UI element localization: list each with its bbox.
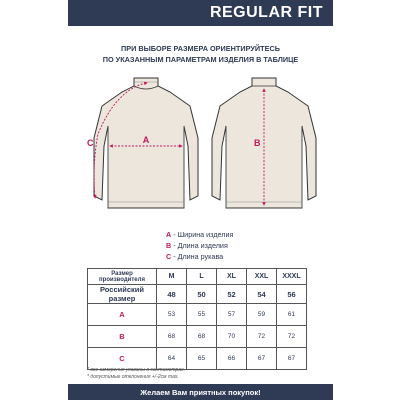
side-mark-c: C	[87, 138, 94, 148]
size-cell: M	[157, 269, 187, 285]
size-table	[87, 268, 307, 370]
value-cell: 55	[187, 304, 217, 326]
value-cell: 68	[157, 326, 187, 348]
value-cell: 57	[217, 304, 247, 326]
value-cell: 70	[217, 326, 247, 348]
size-cell: L	[187, 269, 217, 285]
table-row	[88, 326, 307, 348]
value-cell: 59	[247, 304, 277, 326]
size-cell: XL	[217, 269, 247, 285]
legend-item-b: B - Длина изделия	[166, 241, 228, 251]
row-label: B	[88, 326, 157, 348]
intro-line-2: ПО УКАЗАННЫМ ПАРАМЕТРАМ ИЗДЕЛИЯ В ТАБЛИЦЕ	[102, 54, 299, 64]
manufacturer-size-label: Размер производителя	[88, 269, 157, 285]
size-cell: XXXL	[277, 269, 307, 285]
value-cell: 64	[157, 348, 187, 370]
russian-size-row	[88, 285, 307, 304]
header-bar	[68, 0, 333, 26]
front-view-sweater	[87, 78, 198, 208]
legend-item-a: A - Ширина изделия	[166, 230, 234, 239]
value-cell: 68	[187, 326, 217, 348]
footer-bar	[68, 384, 333, 400]
fit-title: REGULAR FIT	[209, 4, 323, 21]
row-label: C	[88, 348, 157, 370]
back-mark-b: B	[254, 138, 261, 148]
intro-text	[68, 44, 333, 66]
table-row	[88, 304, 307, 326]
intro-line-1: ПРИ ВЫБОРЕ РАЗМЕРА ОРИЕНТИРУЙТЕСЬ	[120, 44, 281, 53]
measurement-legend	[166, 229, 233, 262]
value-cell: 67	[277, 348, 307, 370]
value-cell: 72	[247, 326, 277, 348]
note-units: * все измерения указаны в сантиметрах.	[87, 367, 186, 373]
footer-message: Желаем Вам приятных покупок!	[140, 387, 261, 397]
row-label: A	[88, 304, 157, 326]
ru-size-cell: 54	[247, 285, 277, 304]
front-mark-a: A	[142, 135, 150, 145]
value-cell: 65	[187, 348, 217, 370]
value-cell: 67	[247, 348, 277, 370]
size-chart-page	[68, 0, 333, 400]
ru-size-cell: 48	[157, 285, 187, 304]
value-cell: 66	[217, 348, 247, 370]
value-cell: 72	[277, 326, 307, 348]
ru-size-cell: 52	[217, 285, 247, 304]
size-cell: XXL	[247, 269, 277, 285]
value-cell: 61	[277, 304, 307, 326]
note-tolerance: * допустимые отклонения +/-2см max.	[87, 373, 179, 380]
size-header-row	[88, 269, 307, 285]
ru-size-cell: 50	[187, 285, 217, 304]
value-cell: 53	[157, 304, 187, 326]
legend-item-c: C - Длина рукава	[166, 252, 224, 262]
footnotes	[87, 367, 185, 381]
ru-size-cell: 56	[277, 285, 307, 304]
russian-size-label: Российский размер	[88, 285, 157, 304]
back-view-sweater	[212, 78, 316, 208]
garment-diagram	[86, 76, 326, 216]
